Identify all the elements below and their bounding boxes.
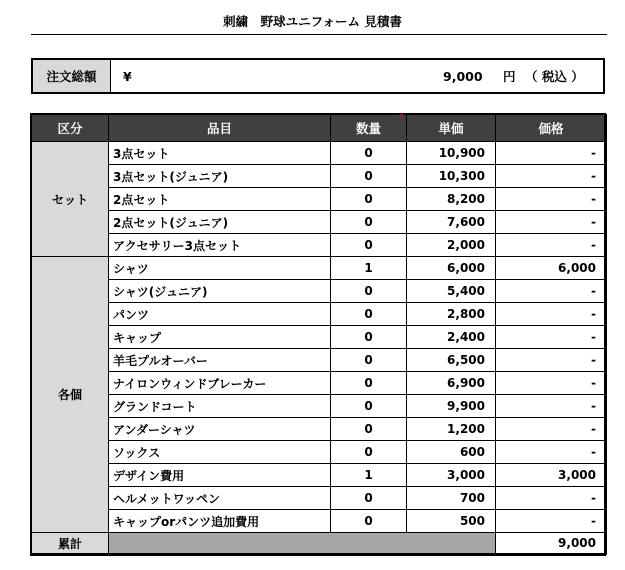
quantity-cell[interactable]: 1 xyxy=(331,257,407,280)
quantity-cell[interactable]: 0 xyxy=(331,188,407,211)
table-row xyxy=(32,280,607,303)
price-cell: - xyxy=(496,487,607,510)
item-name-cell: キャップorパンツ追加費用 xyxy=(109,510,331,533)
price-cell: - xyxy=(496,234,607,257)
table-row xyxy=(32,395,607,418)
total-label: 累計 xyxy=(32,533,109,555)
price-cell: - xyxy=(496,372,607,395)
comment-indicator-icon xyxy=(399,114,403,118)
quantity-cell[interactable]: 1 xyxy=(331,464,407,487)
table-row xyxy=(32,510,607,533)
price-cell: - xyxy=(496,510,607,533)
quantity-cell[interactable]: 0 xyxy=(331,303,407,326)
table-row xyxy=(32,188,607,211)
header-price: 価格 xyxy=(496,115,607,142)
unit-price-cell: 2,800 xyxy=(407,303,496,326)
header-quantity: 数量 xyxy=(331,115,407,142)
quantity-cell[interactable]: 0 xyxy=(331,280,407,303)
price-cell: - xyxy=(496,303,607,326)
price-cell: - xyxy=(496,280,607,303)
category-cell: 各個 xyxy=(32,257,109,533)
price-cell: - xyxy=(496,211,607,234)
quantity-cell[interactable]: 0 xyxy=(331,234,407,257)
quantity-cell[interactable]: 0 xyxy=(331,349,407,372)
order-total-label: 注文総額 xyxy=(33,60,111,92)
unit-price-cell: 3,000 xyxy=(407,464,496,487)
quantity-cell[interactable]: 0 xyxy=(331,487,407,510)
header-unit-price: 単価 xyxy=(407,115,496,142)
item-name-cell: 3点セット xyxy=(109,142,331,165)
item-name-cell: ヘルメットワッペン xyxy=(109,487,331,510)
item-name-cell: 2点セット(ジュニア) xyxy=(109,211,331,234)
table-row xyxy=(32,257,607,280)
item-name-cell: グランドコート xyxy=(109,395,331,418)
table-row xyxy=(32,303,607,326)
item-name-cell: 羊毛プルオーバー xyxy=(109,349,331,372)
table-row xyxy=(32,165,607,188)
item-name-cell: キャップ xyxy=(109,326,331,349)
unit-price-cell: 2,000 xyxy=(407,234,496,257)
unit-price-cell: 6,000 xyxy=(407,257,496,280)
unit-price-cell: 7,600 xyxy=(407,211,496,234)
price-cell: - xyxy=(496,349,607,372)
price-cell: - xyxy=(496,142,607,165)
item-name-cell: ソックス xyxy=(109,441,331,464)
table-row xyxy=(32,441,607,464)
price-cell: 3,000 xyxy=(496,464,607,487)
item-name-cell: アンダーシャツ xyxy=(109,418,331,441)
item-name-cell: 3点セット(ジュニア) xyxy=(109,165,331,188)
table-row xyxy=(32,349,607,372)
table-row xyxy=(32,464,607,487)
quantity-cell[interactable]: 0 xyxy=(331,142,407,165)
unit-price-cell: 6,500 xyxy=(407,349,496,372)
total-value: 9,000 xyxy=(496,533,607,555)
price-cell: - xyxy=(496,188,607,211)
currency-unit: 円 xyxy=(503,69,516,84)
price-cell: - xyxy=(496,441,607,464)
item-name-cell: ナイロンウィンドブレーカー xyxy=(109,372,331,395)
item-name-cell: アクセサリー3点セット xyxy=(109,234,331,257)
unit-price-cell: 500 xyxy=(407,510,496,533)
price-cell: - xyxy=(496,165,607,188)
estimate-table xyxy=(31,114,607,555)
quantity-cell[interactable]: 0 xyxy=(331,211,407,234)
quantity-cell[interactable]: 0 xyxy=(331,165,407,188)
unit-price-cell: 9,900 xyxy=(407,395,496,418)
estimate-body xyxy=(32,142,607,533)
header-item: 品目 xyxy=(109,115,331,142)
unit-price-cell: 8,200 xyxy=(407,188,496,211)
title-underline xyxy=(31,34,607,35)
unit-price-cell: 700 xyxy=(407,487,496,510)
unit-price-cell: 10,300 xyxy=(407,165,496,188)
table-row xyxy=(32,326,607,349)
tax-note: （ 税込 ） xyxy=(525,69,584,84)
unit-price-cell: 5,400 xyxy=(407,280,496,303)
total-bar xyxy=(109,533,496,555)
price-cell: - xyxy=(496,326,607,349)
table-header-row xyxy=(32,115,607,142)
item-name-cell: シャツ(ジュニア) xyxy=(109,280,331,303)
unit-price-cell: 2,400 xyxy=(407,326,496,349)
item-name-cell: デザイン費用 xyxy=(109,464,331,487)
quantity-cell[interactable]: 0 xyxy=(331,510,407,533)
quantity-cell[interactable]: 0 xyxy=(331,395,407,418)
unit-price-cell: 6,900 xyxy=(407,372,496,395)
unit-price-cell: 600 xyxy=(407,441,496,464)
quantity-cell[interactable]: 0 xyxy=(331,418,407,441)
item-name-cell: パンツ xyxy=(109,303,331,326)
table-row xyxy=(32,142,607,165)
table-row xyxy=(32,487,607,510)
unit-price-cell: 1,200 xyxy=(407,418,496,441)
unit-price-cell: 10,900 xyxy=(407,142,496,165)
table-row xyxy=(32,211,607,234)
category-cell: セット xyxy=(32,142,109,257)
table-row xyxy=(32,418,607,441)
order-total-amount: 9,000 xyxy=(443,68,483,84)
quantity-cell[interactable]: 0 xyxy=(331,441,407,464)
document-title: 刺繍 野球ユニフォーム 見積書 xyxy=(223,14,402,29)
quantity-cell[interactable]: 0 xyxy=(331,326,407,349)
table-row xyxy=(32,372,607,395)
item-name-cell: シャツ xyxy=(109,257,331,280)
price-cell: - xyxy=(496,418,607,441)
price-cell: 6,000 xyxy=(496,257,607,280)
price-cell: - xyxy=(496,395,607,418)
item-name-cell: 2点セット xyxy=(109,188,331,211)
currency-symbol: ¥ xyxy=(123,68,132,84)
order-total-box xyxy=(31,58,605,94)
table-row xyxy=(32,234,607,257)
header-category: 区分 xyxy=(32,115,109,142)
quantity-cell[interactable]: 0 xyxy=(331,372,407,395)
total-row xyxy=(32,533,607,555)
